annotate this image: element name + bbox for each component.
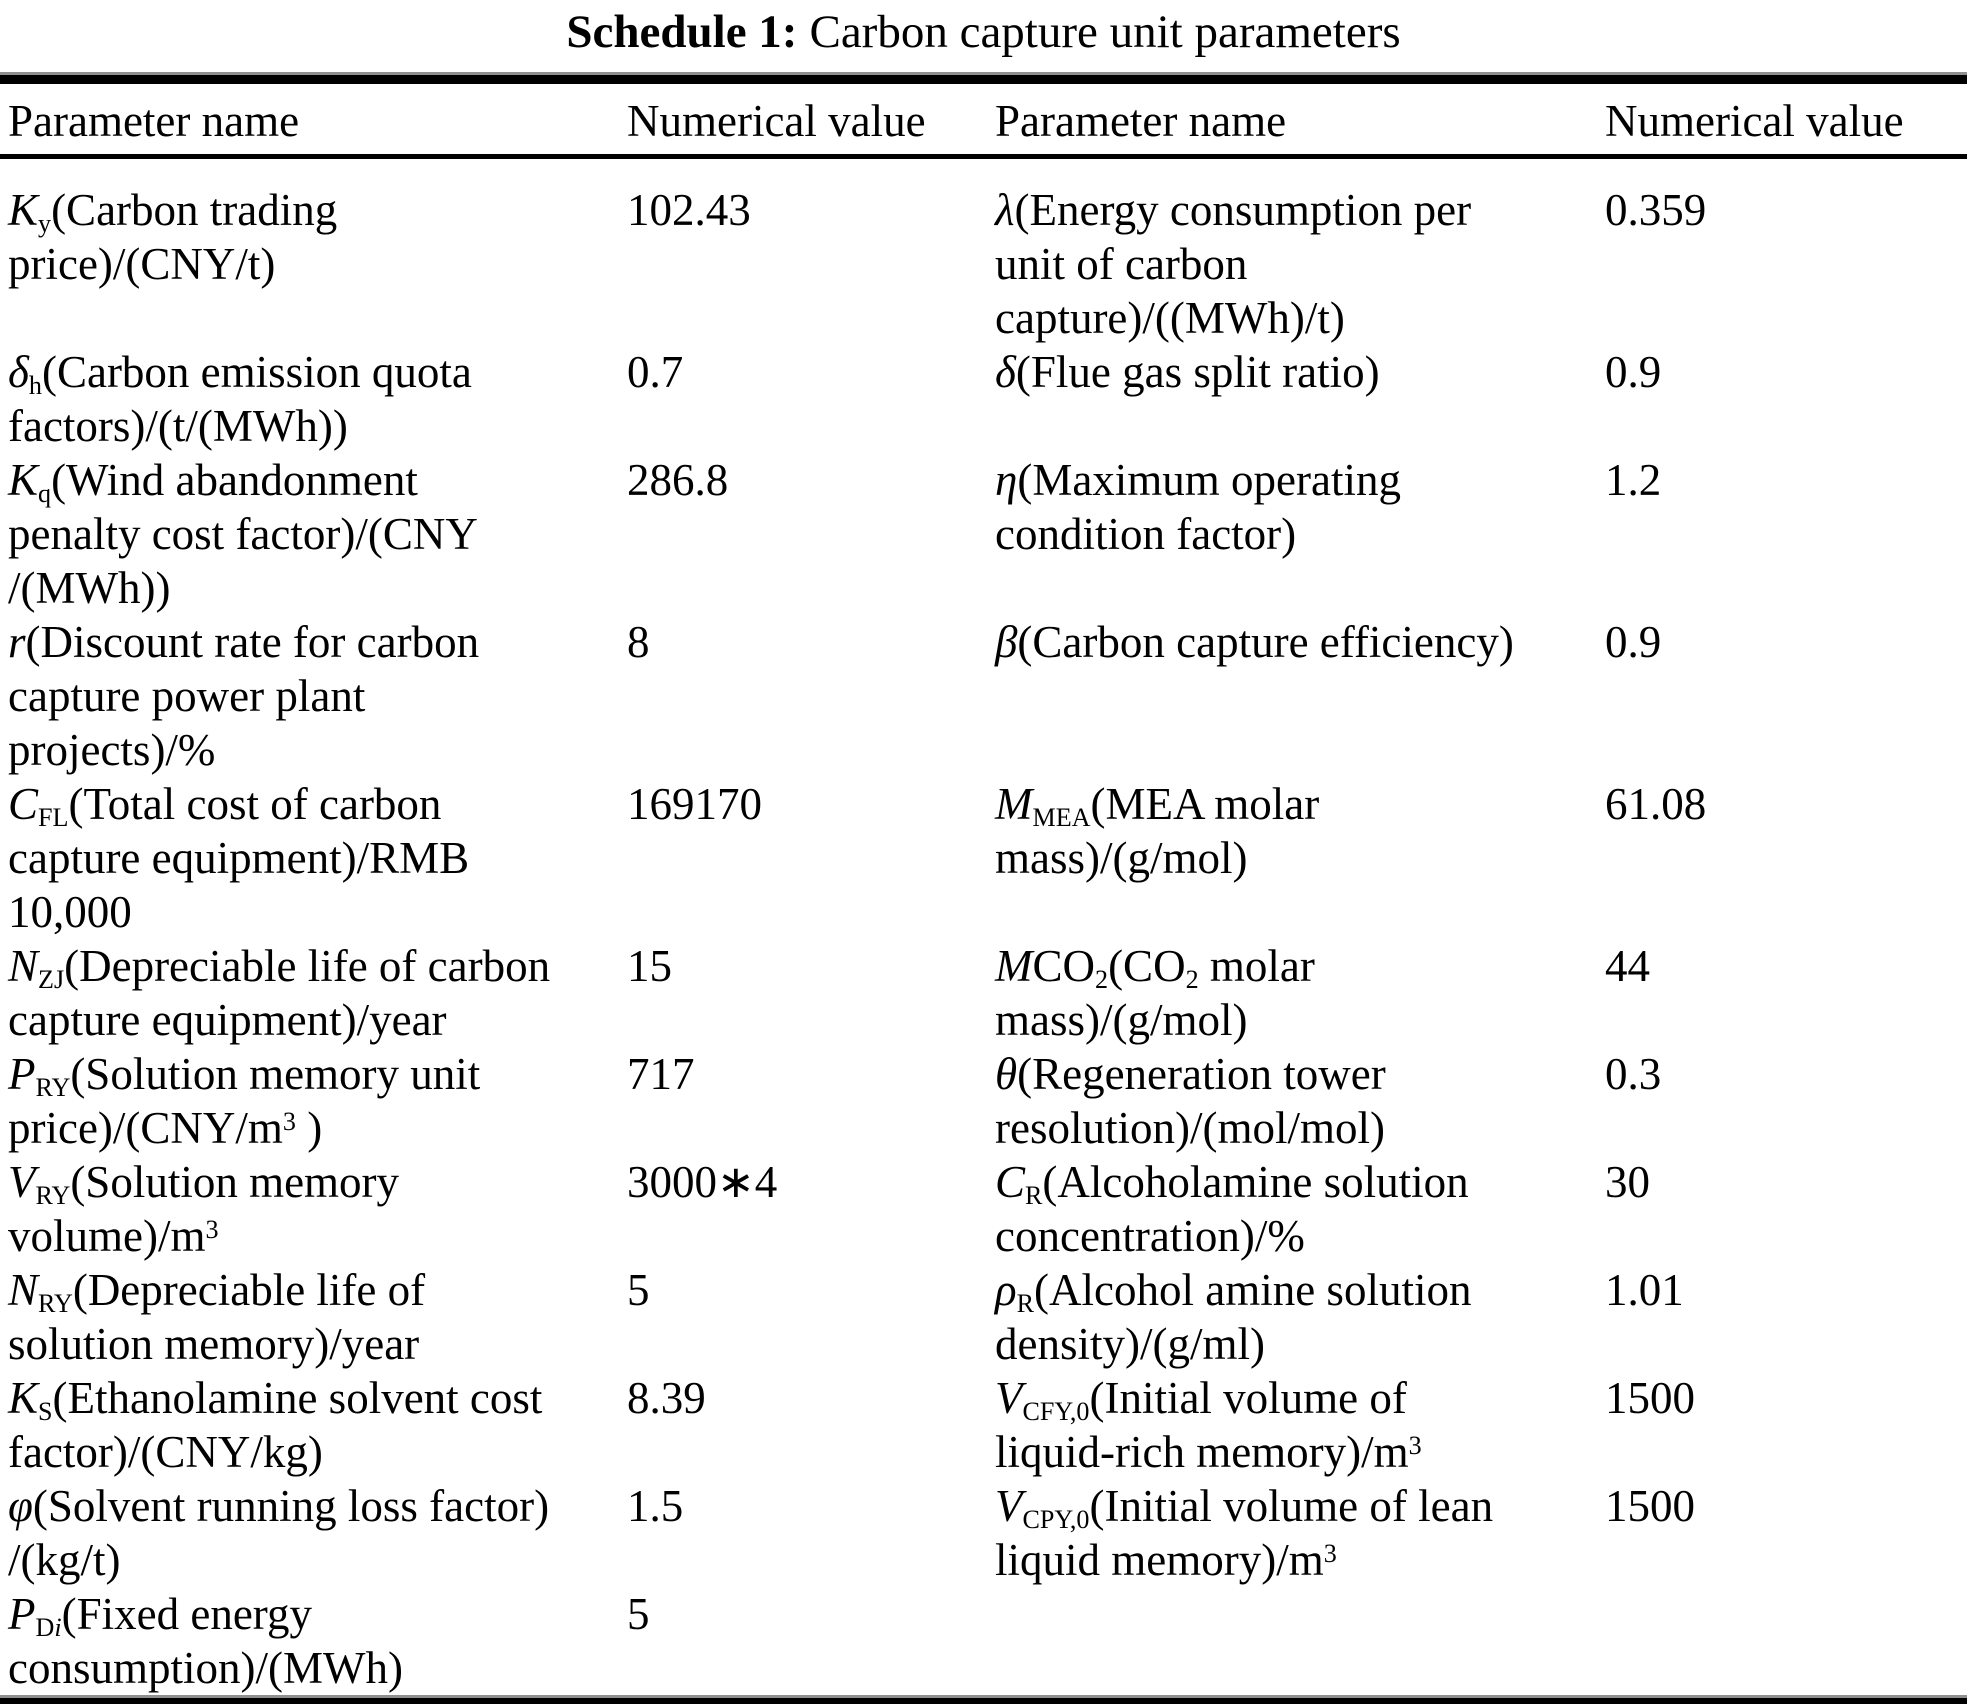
table-header [0,84,1967,157]
table-row [0,615,1967,777]
top-rule-thick [0,75,1967,84]
param-value-cell: 0.9 [1605,617,1662,667]
param-value-cell: 15 [627,941,672,991]
param-value-cell: 1.01 [1605,1265,1684,1315]
param-name-cell: $\delta_h(Carbon$ emission quota factors)/(t/(MWh)) [8,347,472,451]
param-name-cell: $K_S(Ethanolamine$ solvent cost factor)/(CNY/kg) [8,1373,543,1477]
table-row [0,1587,1967,1695]
table-row [0,939,1967,1047]
param-name-cell: $C_R(Alcoholamine$ solution concentration)/% [995,1157,1469,1261]
param-name-cell: $M_{MEA}(MEA$ molar mass)/(g/mol) [995,779,1320,883]
param-name-cell: φ(Solvent running loss factor) /(kg/t) [8,1481,550,1585]
caption-text: Carbon capture unit parameters [809,6,1401,58]
column-header-numerical-value-right: Numerical value [1605,84,1967,157]
column-header-numerical-value-left: Numerical value [627,84,995,157]
table-container [0,72,1967,1704]
table-row [0,345,1967,453]
param-name-cell: λ(Energy consumption per unit of carbon capture)/((MWh)/t) [995,185,1472,343]
bottom-rule-thick [0,1698,1967,1704]
param-name-cell: $K_y(Carbon$ trading price)/(CNY/t) [8,185,338,289]
param-name-cell: $\rho_R(Alcohol$ amine solution density)/(g/ml) [995,1265,1472,1369]
param-name-cell: η(Maximum operating condition factor) [995,455,1401,559]
param-value-cell: 8 [627,617,650,667]
column-header-parameter-name-right: Parameter name [995,84,1605,157]
param-value-cell: 169170 [627,779,762,829]
param-value-cell: 5 [627,1589,650,1639]
caption-label: Schedule 1: [566,6,798,58]
param-value-cell: 5 [627,1265,650,1315]
header-row [0,84,1967,157]
param-value-cell [1605,1587,1967,1695]
param-value-cell: 1500 [1605,1373,1695,1423]
param-name-cell: $P_{Di}(Fixed$ energy consumption)/(MWh) [8,1589,403,1693]
param-value-cell: 0.9 [1605,347,1662,397]
table-row [0,1263,1967,1371]
column-header-parameter-name-left: Parameter name [0,84,627,157]
table-row [0,453,1967,615]
param-name-cell [995,1587,1605,1695]
param-value-cell: 3000∗4 [627,1157,778,1207]
param-value-cell: 61.08 [1605,779,1707,829]
param-value-cell: 1.2 [1605,455,1662,505]
param-name-cell: $V_{RY}(Solution$ memory $volume)/m^3$ [8,1157,400,1261]
param-value-cell: 102.43 [627,185,751,235]
param-name-cell: $P_{RY}(Solution$ memory unit $price)/(CNY/m^3$ ) [8,1049,481,1153]
param-name-cell: $V_{CFY,0}(Initial$ volume of liquid-rich $memory)/m^3$ [995,1373,1422,1477]
param-name-cell: r(Discount rate for carbon capture power plant projects)/% [8,617,480,775]
param-name-cell: $K_q(Wind$ abandonment penalty cost factor)/(CNY /(MWh)) [8,455,478,613]
table-row [0,1047,1967,1155]
param-name-cell: $MCO_2(CO_2$ molar mass)/(g/mol) [995,941,1315,1045]
param-name-cell: β(Carbon capture efficiency) [995,617,1514,667]
param-value-cell: 30 [1605,1157,1650,1207]
param-value-cell: 1.5 [627,1481,684,1531]
param-name-cell: δ(Flue gas split ratio) [995,347,1380,397]
param-name-cell: θ(Regeneration tower resolution)/(mol/mol) [995,1049,1386,1153]
table-row [0,777,1967,939]
param-name-cell: $N_{ZJ}(Depreciable$ life of carbon capture equipment)/year [8,941,551,1045]
param-value-cell: 0.7 [627,347,684,397]
param-name-cell: $V_{CPY,0}(Initial$ volume of lean liquid $memory)/m^3$ [995,1481,1494,1585]
param-value-cell: 0.3 [1605,1049,1662,1099]
param-value-cell: 44 [1605,941,1650,991]
table-row [0,1479,1967,1587]
table-body [0,157,1967,1696]
param-name-cell: $N_{RY}(Depreciable$ life of solution memory)/year [8,1265,426,1369]
param-name-cell: $C_{FL}(Total$ cost of carbon capture equipment)/RMB 10,000 [8,779,470,937]
table-row [0,1155,1967,1263]
param-value-cell: 0.359 [1605,185,1707,235]
param-value-cell: 8.39 [627,1373,706,1423]
parameters-table [0,84,1967,1695]
param-value-cell: 286.8 [627,455,729,505]
table-row [0,1371,1967,1479]
table-row [0,157,1967,346]
table-caption [0,2,1967,62]
param-value-cell: 717 [627,1049,695,1099]
param-value-cell: 1500 [1605,1481,1695,1531]
